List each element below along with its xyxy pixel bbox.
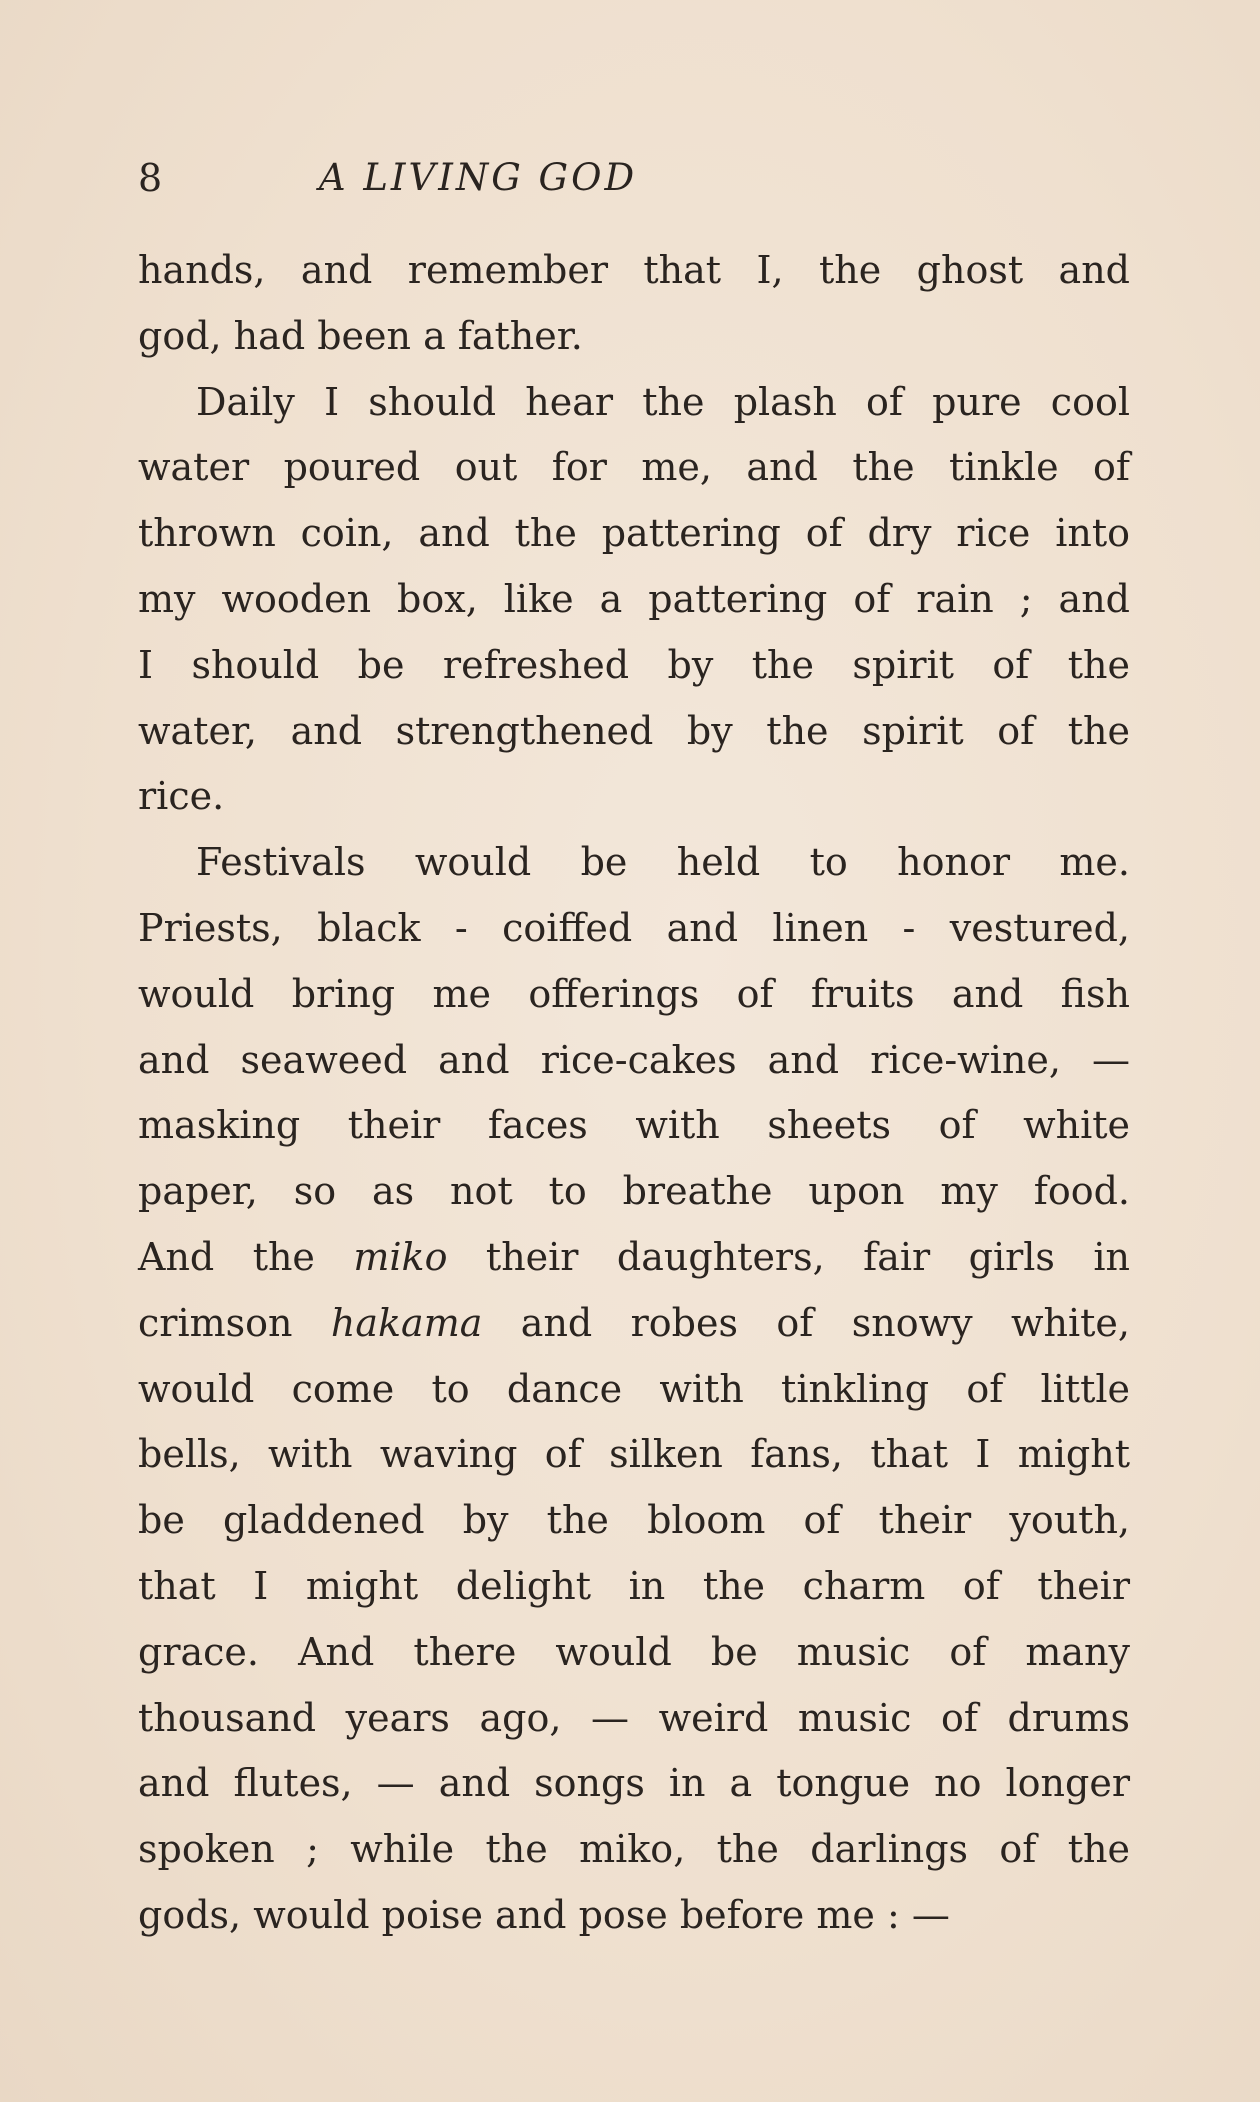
text-line: be gladdened by the bloom of their youth, — [138, 1498, 1130, 1543]
text-line: spoken ; while the miko, the darlings of the — [138, 1827, 1130, 1872]
text-segment: and robes of snowy white, — [482, 1300, 1130, 1345]
text-line: god, had been a father. — [138, 313, 583, 358]
body-text — [138, 238, 1130, 1949]
text-line: my wooden box, like a pattering of rain ; and — [138, 576, 1130, 621]
text-line: would bring me offerings of fruits and fish — [138, 971, 1130, 1016]
text-line: I should be refreshed by the spirit of the — [138, 642, 1130, 687]
text-line: bells, with waving of silken fans, that I might — [138, 1432, 1130, 1477]
text-line: masking their faces with sheets of white — [138, 1103, 1130, 1148]
text-line: and seaweed and rice-cakes and rice-wine, — — [138, 1037, 1130, 1082]
running-title: A LIVING GOD — [318, 156, 638, 199]
italic-word: miko — [353, 1234, 448, 1279]
page-header — [138, 150, 1130, 206]
text-line: that I might delight in the charm of their — [138, 1563, 1130, 1608]
italic-word: hakama — [330, 1300, 483, 1345]
text-line: Daily I should hear the plash of pure cool — [196, 379, 1130, 424]
text-line: rice. — [138, 774, 225, 819]
text-line: hands, and remember that I, the ghost and — [138, 248, 1130, 292]
text-line: gods, would poise and pose before me : — — [138, 1892, 950, 1937]
text-line: thrown coin, and the pattering of dry rice into — [138, 511, 1130, 556]
text-line: water poured out for me, and the tinkle of — [138, 445, 1130, 490]
text-line: paper, so as not to breathe upon my food. — [138, 1169, 1130, 1214]
text-segment: crimson — [138, 1300, 331, 1345]
text-line: water, and strengthened by the spirit of the — [138, 708, 1130, 753]
text-line: thousand years ago, — weird music of drums — [138, 1695, 1130, 1740]
text-line: would come to dance with tinkling of little — [138, 1366, 1130, 1411]
text-line: grace. And there would be music of many — [138, 1629, 1130, 1674]
text-line: Festivals would be held to honor me. — [196, 840, 1130, 885]
text-line: and flutes, — and songs in a tongue no longer — [138, 1761, 1130, 1806]
text-segment: their daughters, fair girls in — [447, 1234, 1130, 1279]
text-line-with-italic — [138, 1291, 1130, 1357]
text-line: Priests, black - coiffed and linen - vestured, — [138, 905, 1130, 950]
text-line-with-italic — [138, 1225, 1130, 1291]
text-segment: And the — [138, 1234, 354, 1279]
page-number: 8 — [138, 156, 163, 200]
